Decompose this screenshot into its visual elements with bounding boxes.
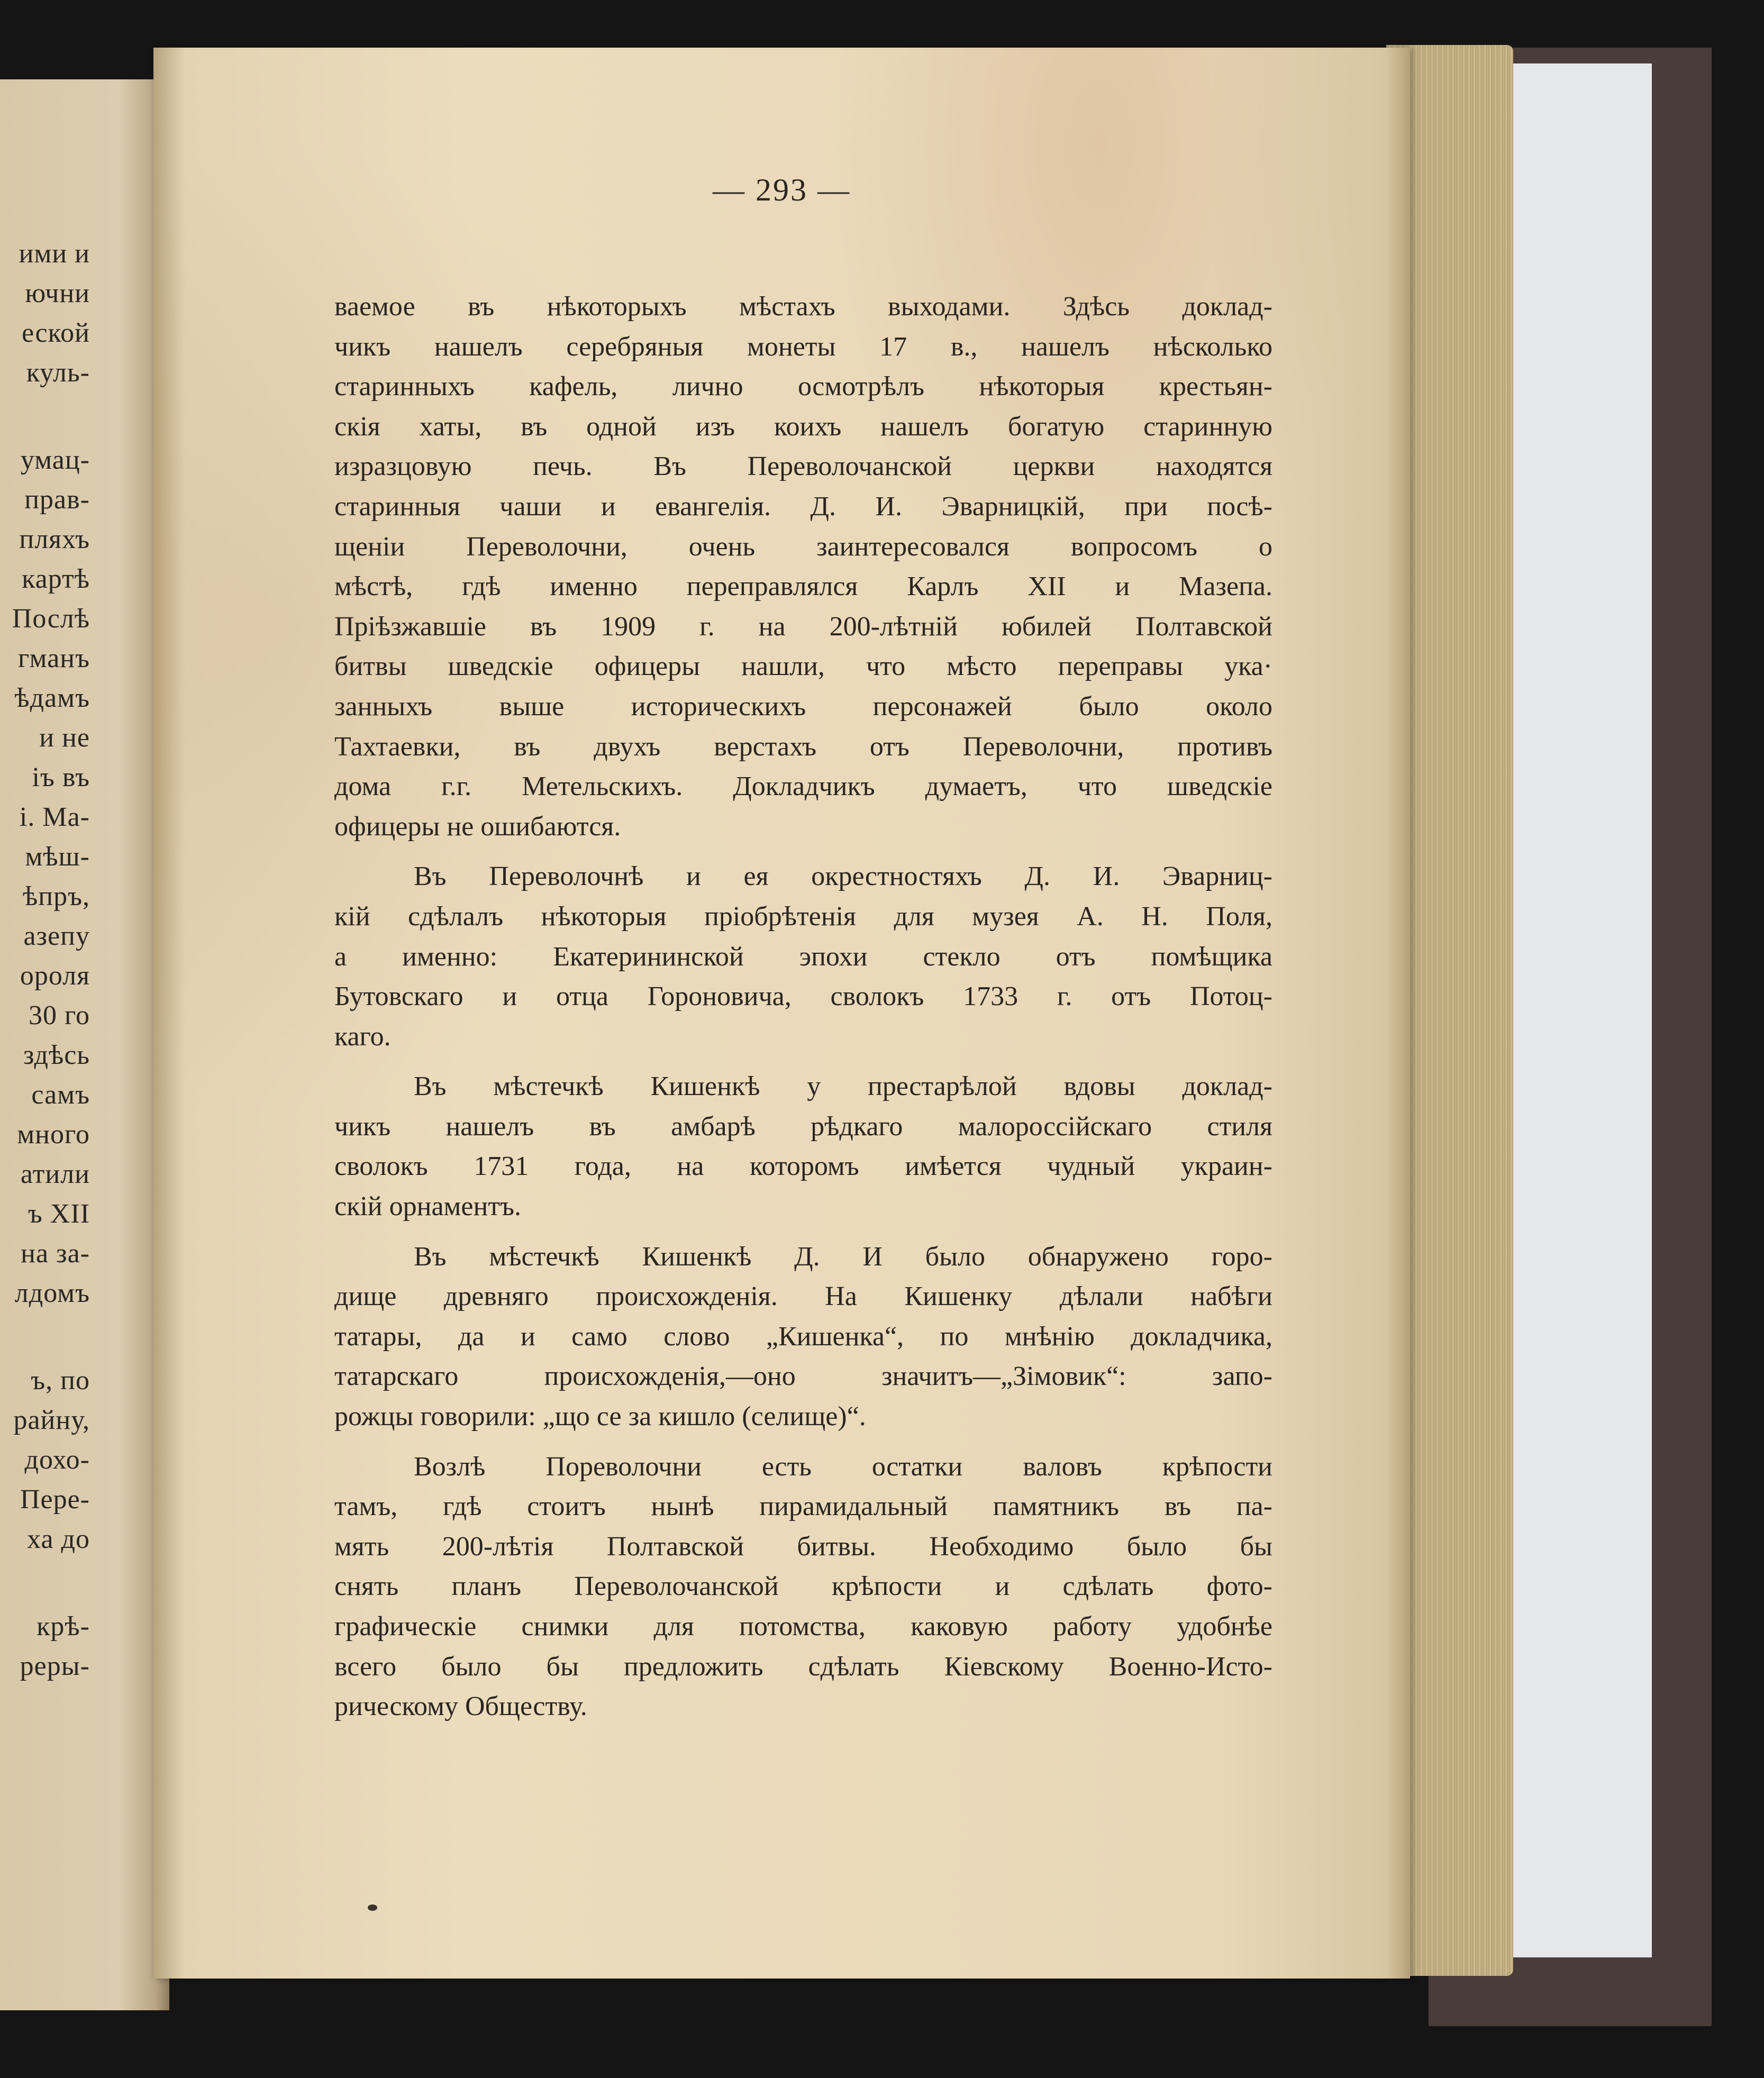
facing-page-fragment: пляхъ	[19, 524, 90, 554]
text-line: ваемое въ нѣкоторыхъ мѣстахъ выходами. Здѣсь доклад-	[334, 291, 1272, 322]
text-line: старинныхъ кафель, лично осмотрѣлъ нѣкоторыя крестьян-	[334, 371, 1272, 402]
text-line: изразцовую печь. Въ Переволочанской церкви находятся	[334, 451, 1272, 482]
facing-page-fragment: дохо-	[24, 1445, 90, 1475]
facing-page-fragment: ѣдамъ	[14, 683, 90, 713]
paragraph	[334, 1237, 1272, 1437]
facing-page-fragment: ючни	[25, 278, 90, 308]
text-line: всего было бы предложить сдѣлать Кіевскому Военно-Исто-	[334, 1651, 1272, 1682]
text-line: графическіе снимки для потомства, каковую работу удобнѣе	[334, 1611, 1272, 1642]
facing-page-fragment: еской	[22, 318, 90, 348]
text-line: татарскаго происхожденія,—оно значитъ—„Зімовик“: запо-	[334, 1361, 1272, 1392]
text-line: скія хаты, въ одной изъ коихъ нашелъ богатую старинную	[334, 411, 1272, 442]
facing-page-fragment: ороля	[20, 961, 90, 991]
text-line: дище древняго происхожденія. На Кишенку дѣлали набѣги	[334, 1281, 1272, 1312]
text-line: битвы шведскіе офицеры нашли, что мѣсто переправы ука·	[334, 651, 1272, 682]
text-line: сволокъ 1731 года, на которомъ имѣется чудный украин-	[334, 1151, 1272, 1182]
text-line: Въ мѣстечкѣ Кишенкѣ у престарѣлой вдовы доклад-	[414, 1071, 1272, 1102]
facing-page-fragment: ха до	[27, 1524, 90, 1554]
facing-page-fragment: атили	[20, 1159, 90, 1189]
text-line: Тахтаевки, въ двухъ верстахъ отъ Переволочни, противъ	[334, 731, 1272, 762]
text-line: офицеры не ошибаются.	[334, 811, 621, 842]
facing-page-fragment: гманъ	[18, 643, 90, 673]
facing-page-fragment: Послѣ	[12, 604, 90, 634]
text-line: занныхъ выше историческихъ персонажей было около	[334, 691, 1272, 722]
text-line: рожцы говорили: „що се за кишло (селище)“.	[334, 1401, 866, 1432]
facing-page-fragment: здѣсь	[23, 1040, 90, 1070]
text-line: чикъ нашелъ въ амбарѣ рѣдкаго малороссійскаго стиля	[334, 1111, 1272, 1142]
facing-page-fragment: реры-	[20, 1651, 90, 1681]
text-line: Возлѣ Пореволочни есть остатки валовъ крѣпости	[414, 1451, 1272, 1482]
page-number: — 293 —	[713, 172, 851, 207]
book-page	[153, 48, 1410, 1979]
text-line: мѣстѣ, гдѣ именно переправлялся Карлъ XII и Мазепа.	[334, 571, 1272, 602]
facing-page-fragment: крѣ-	[37, 1611, 90, 1642]
facing-page-fragment: ъ XII	[28, 1199, 90, 1229]
facing-page-fragment: прав-	[24, 485, 90, 515]
text-line: татары, да и само слово „Кишенка“, по мнѣнію докладчика,	[334, 1321, 1272, 1352]
text-line: щеніи Переволочни, очень заинтересовался вопросомъ о	[334, 531, 1272, 562]
text-line: рическому Обществу.	[334, 1691, 587, 1722]
paragraph	[334, 1067, 1272, 1226]
text-line: Въ Переволочнѣ и ея окрестностяхъ Д. И. Эварниц-	[414, 861, 1272, 892]
text-line: снять планъ Переволочанской крѣпости и сдѣлать фото-	[334, 1571, 1272, 1602]
text-line: кій сдѣлалъ нѣкоторыя пріобрѣтенія для музея А. Н. Поля,	[334, 901, 1272, 932]
text-line: скій орнаментъ.	[334, 1191, 521, 1222]
facing-page-fragment: 30 го	[28, 1000, 90, 1031]
facing-page-fragment: райну,	[13, 1405, 90, 1435]
text-line: чикъ нашелъ серебряныя монеты 17 в., нашелъ нѣсколько	[334, 331, 1272, 362]
text-line: тамъ, гдѣ стоитъ нынѣ пирамидальный памятникъ въ па-	[334, 1491, 1272, 1522]
facing-page-fragment: картѣ	[22, 564, 90, 594]
text-line: Пріѣзжавшіе въ 1909 г. на 200-лѣтній юбилей Полтавской	[334, 611, 1272, 642]
facing-page-fragment: мѣш-	[25, 842, 90, 872]
facing-page-fragment: лдомъ	[14, 1278, 90, 1308]
text-line: мять 200-лѣтія Полтавской битвы. Необходимо было бы	[334, 1531, 1272, 1562]
facing-page-fragment: iъ въ	[32, 762, 90, 792]
facing-page-fragment: і. Ма-	[19, 802, 90, 832]
facing-page-fragment: Пере-	[20, 1484, 90, 1515]
text-line: старинныя чаши и евангелія. Д. И. Эварницкій, при посѣ-	[334, 491, 1272, 522]
facing-page-fragment: куль-	[26, 358, 90, 388]
paragraph	[334, 1447, 1272, 1727]
page-body-text	[334, 287, 1272, 1727]
paragraph	[334, 856, 1272, 1056]
facing-page-fragment: и не	[39, 723, 90, 753]
facing-page-fragment: ими и	[19, 239, 90, 269]
facing-page-fragment: умац-	[20, 445, 90, 475]
text-line: а именно: Екатерининской эпохи стекло отъ помѣщика	[334, 941, 1272, 972]
facing-page-fragment: много	[17, 1119, 90, 1150]
facing-page-fragment: на за-	[21, 1238, 90, 1269]
text-line: дома г.г. Метельскихъ. Докладчикъ думаетъ, что шведскіе	[334, 771, 1272, 802]
facing-page-fragment: азепу	[23, 921, 90, 951]
text-line: Бутовскаго и отца Гороновича, сволокъ 1733 г. отъ Потоц-	[334, 981, 1272, 1012]
facing-page-fragment: самъ	[31, 1080, 90, 1110]
text-line: Въ мѣстечкѣ Кишенкѣ Д. И было обнаружено горо-	[414, 1241, 1272, 1272]
facing-page-fragment: ѣпръ,	[23, 881, 90, 912]
facing-page-fragment: ъ, по	[31, 1365, 90, 1396]
paragraph	[334, 287, 1272, 846]
text-line: каго.	[334, 1021, 391, 1052]
facing-page-left	[0, 79, 169, 2010]
ink-speck	[368, 1904, 377, 1911]
